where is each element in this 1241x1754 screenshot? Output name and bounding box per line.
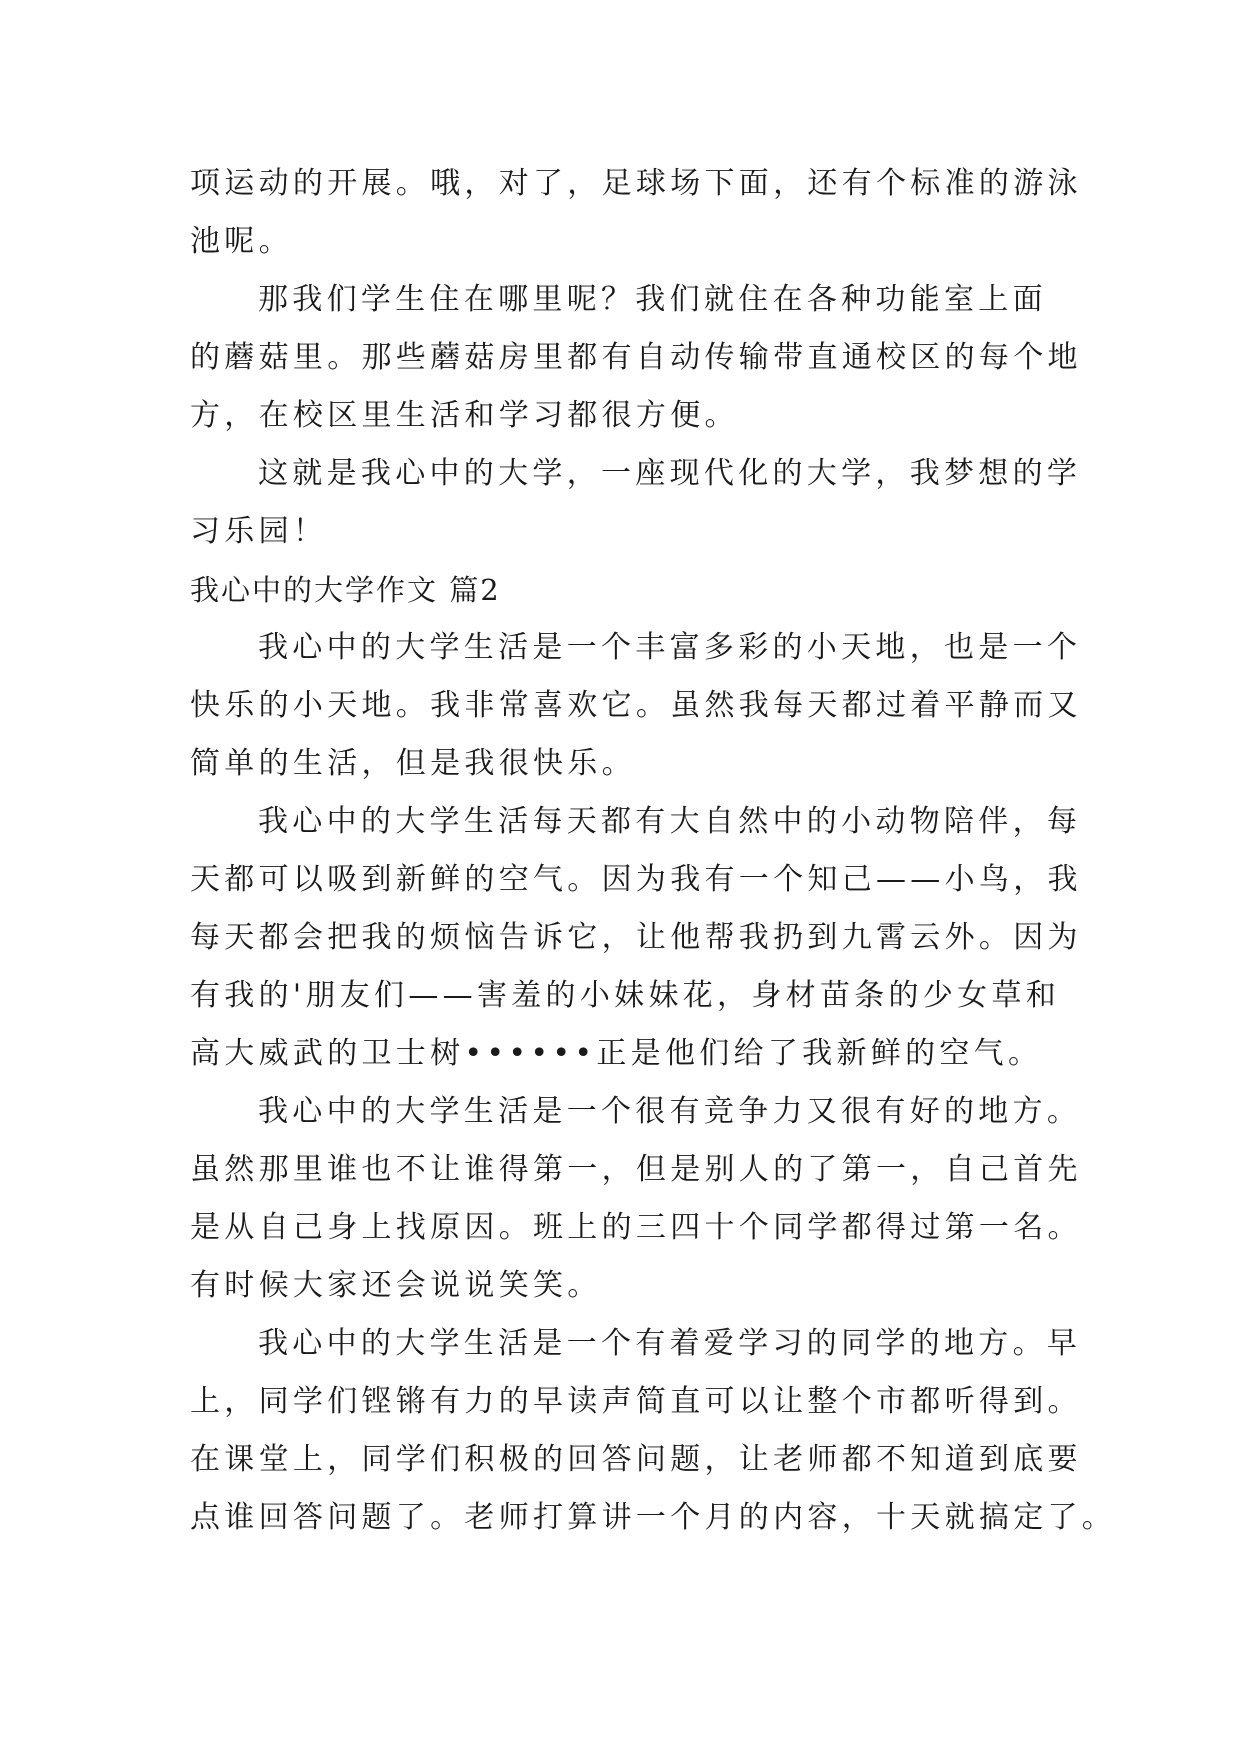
paragraph-start-line: 我心中的大学生活是一个有着爱学习的同学的地方。早 — [258, 1326, 1082, 1361]
paragraph-start-line: 我心中的大学生活每天都有大自然中的小动物陪伴，每 — [258, 804, 1082, 839]
text-line: 上，同学们铿锵有力的早读声简直可以让整个市都听得到。 — [190, 1384, 1082, 1419]
text-line: 池呢。 — [190, 224, 293, 259]
paragraph-start-line: 这就是我心中的大学，一座现代化的大学，我梦想的学 — [258, 456, 1082, 491]
text-line: 有我的'朋友们——害羞的小妹妹花，身材苗条的少女草和 — [190, 978, 1061, 1013]
text-line: 快乐的小天地。我非常喜欢它。虽然我每天都过着平静而又 — [190, 688, 1082, 723]
text-line: 是从自己身上找原因。班上的三四十个同学都得过第一名。 — [190, 1210, 1082, 1245]
text-line: 天都可以吸到新鲜的空气。因为我有一个知己——小鸟，我 — [190, 862, 1082, 897]
text-line: 每天都会把我的烦恼告诉它，让他帮我扔到九霄云外。因为 — [190, 920, 1082, 955]
text-line: 虽然那里谁也不让谁得第一，但是别人的了第一，自己首先 — [190, 1152, 1082, 1187]
document-body — [190, 155, 1117, 1547]
text-line: 有时候大家还会说说笑笑。 — [190, 1268, 602, 1303]
text-line: 高大威武的卫士树••••••正是他们给了我新鲜的空气。 — [190, 1036, 1043, 1071]
paragraph-start-line: 我心中的大学生活是一个很有竞争力又很有好的地方。 — [258, 1094, 1082, 1129]
text-line: 方，在校区里生活和学习都很方便。 — [190, 398, 739, 433]
section-heading: 我心中的大学作文 篇2 — [190, 573, 501, 607]
text-line: 项运动的开展。哦，对了，足球场下面，还有个标准的游泳 — [190, 166, 1082, 201]
text-line: 在课堂上，同学们积极的回答问题，让老师都不知道到底要 — [190, 1442, 1082, 1477]
text-line: 简单的生活，但是我很快乐。 — [190, 746, 636, 781]
paragraph-start-line: 我心中的大学生活是一个丰富多彩的小天地，也是一个 — [258, 630, 1082, 665]
paragraph-start-line: 那我们学生住在哪里呢？我们就住在各种功能室上面 — [258, 282, 1047, 317]
text-line: 点谁回答问题了。老师打算讲一个月的内容，十天就搞定了。 — [190, 1500, 1117, 1535]
text-line: 的蘑菇里。那些蘑菇房里都有自动传输带直通校区的每个地 — [190, 340, 1082, 375]
text-line: 习乐园！ — [190, 514, 328, 549]
